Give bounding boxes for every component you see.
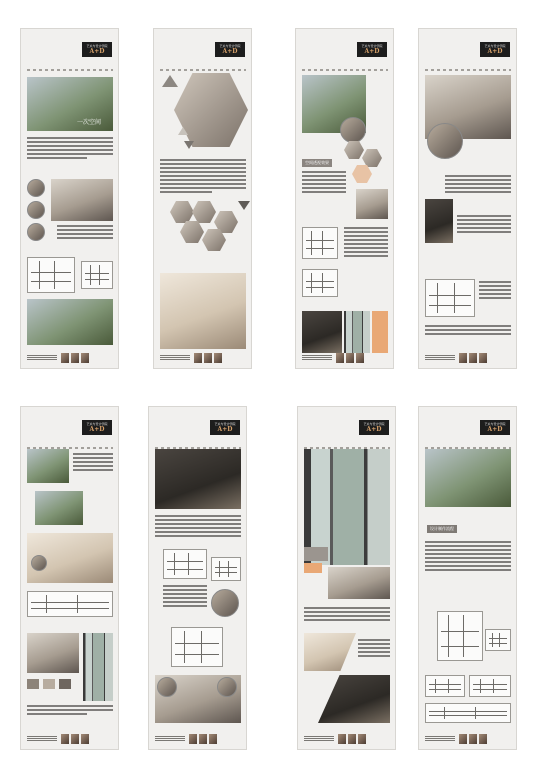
floor-plan-drawing <box>27 257 75 293</box>
lounge-photo <box>328 567 390 599</box>
window-photo <box>83 633 113 701</box>
panel-header <box>149 407 246 439</box>
section-label: 空间透视效果 <box>302 159 332 167</box>
axonometric-drawing-2 <box>302 269 338 297</box>
poster-panel-6 <box>148 406 247 750</box>
logo-mark: A+D <box>366 426 382 433</box>
thumb-3 <box>59 679 71 689</box>
logo-school-name: 艺术与设计学院 <box>219 44 241 48</box>
detail-circle <box>211 589 239 617</box>
grey-block <box>304 547 328 561</box>
axonometric-drawing-1 <box>302 227 338 259</box>
elevation-drawing <box>27 591 113 617</box>
thumb-1 <box>27 679 39 689</box>
summary-text <box>425 325 511 337</box>
window-photo <box>344 311 370 353</box>
axonometric-drawing-1 <box>163 549 207 579</box>
description-text <box>425 541 511 573</box>
decor-triangle <box>238 201 250 210</box>
school-logo <box>215 42 245 57</box>
side-text <box>344 227 388 259</box>
poster-panel-7 <box>297 406 396 750</box>
description-text <box>155 515 241 539</box>
accent-block <box>372 311 388 353</box>
panel-footer <box>160 353 246 363</box>
side-text <box>57 225 113 241</box>
panel-footer <box>304 734 390 744</box>
dotted-rule <box>27 69 113 71</box>
hexagon-photo-4 <box>180 221 204 243</box>
dotted-rule <box>425 69 511 71</box>
section-drawing <box>425 703 511 723</box>
panel-footer <box>425 353 511 363</box>
logo-mark: A+D <box>222 48 238 55</box>
panel-footer <box>27 353 113 363</box>
decor-triangle <box>178 127 188 135</box>
armchair-render-photo <box>160 273 246 349</box>
panel-header <box>296 29 393 61</box>
elevation-drawing-2 <box>469 675 511 697</box>
school-logo <box>82 42 112 57</box>
panel-footer <box>425 734 511 744</box>
school-logo <box>480 420 510 435</box>
poster-panel-1 <box>20 28 119 369</box>
dotted-rule <box>302 69 388 71</box>
poster-panel-4 <box>418 28 517 369</box>
panel-header <box>21 29 118 61</box>
logo-mark: A+D <box>217 426 233 433</box>
logo-mark: A+D <box>487 426 503 433</box>
section-label: 设计制作流程 <box>427 525 457 533</box>
side-text <box>358 639 390 659</box>
panel-header <box>154 29 251 61</box>
hexagon-photo-2 <box>362 149 382 167</box>
poster-panel-5 <box>20 406 119 750</box>
panel-footer <box>27 734 113 744</box>
logo-school-name: 艺术与设计学院 <box>484 44 506 48</box>
description-text <box>27 705 113 717</box>
description-text <box>27 137 113 161</box>
accent-block <box>304 563 322 573</box>
thumb-2 <box>43 679 55 689</box>
corridor-photo <box>318 675 390 723</box>
panel-header <box>298 407 395 439</box>
floor-plan-drawing <box>171 627 223 667</box>
poster-panel-3 <box>295 28 394 369</box>
detail-circle <box>340 117 366 143</box>
logo-school-name: 艺术与设计学院 <box>363 422 385 426</box>
living-room-photo <box>51 179 113 221</box>
school-logo <box>210 420 240 435</box>
axonometric-drawing <box>81 261 113 289</box>
logo-school-name: 艺术与设计学院 <box>361 44 383 48</box>
bedroom-render-photo <box>155 449 241 509</box>
detail-circle-2 <box>157 677 177 697</box>
description-text <box>160 159 246 195</box>
plan-detail-drawing <box>485 629 511 651</box>
poster-panel-8 <box>418 406 517 750</box>
title-overlay: 一次空间 <box>77 119 102 126</box>
detail-circle-3 <box>27 223 45 241</box>
detail-circle <box>31 555 47 571</box>
dotted-rule <box>160 69 246 71</box>
logo-mark: A+D <box>89 426 105 433</box>
body-text <box>457 215 511 235</box>
logo-mark: A+D <box>364 48 380 55</box>
hexagon-photo-1 <box>344 141 364 159</box>
panel-header <box>419 407 516 439</box>
side-text <box>73 453 113 473</box>
hexagon-interior-photo <box>174 73 248 147</box>
hexagon-accent <box>352 165 372 183</box>
school-logo <box>357 42 387 57</box>
description-text <box>302 171 346 195</box>
panel-header <box>419 29 516 61</box>
panel-footer <box>302 353 388 363</box>
description-text <box>304 607 390 623</box>
description-text <box>445 175 511 195</box>
detail-circle-3 <box>217 677 237 697</box>
floor-plan-drawing <box>437 611 483 661</box>
logo-school-name: 艺术与设计学院 <box>86 422 108 426</box>
logo-school-name: 艺术与设计学院 <box>484 422 506 426</box>
school-logo <box>82 420 112 435</box>
axonometric-drawing-2 <box>211 557 241 581</box>
garden-render-photo <box>27 299 113 345</box>
logo-school-name: 艺术与设计学院 <box>86 44 108 48</box>
panel-header <box>21 407 118 439</box>
panel-footer <box>155 734 241 744</box>
school-logo <box>359 420 389 435</box>
bedroom-photo <box>425 199 453 243</box>
floor-plan-drawing <box>425 279 475 317</box>
logo-school-name: 艺术与设计学院 <box>214 422 236 426</box>
decor-triangle <box>184 141 194 149</box>
detail-circle <box>427 123 463 159</box>
hexagon-photo-2 <box>192 201 216 223</box>
logo-mark: A+D <box>487 48 503 55</box>
dining-photo <box>304 633 356 671</box>
decor-triangle <box>162 75 178 87</box>
side-text <box>479 281 511 301</box>
exterior-render-photo <box>425 449 511 507</box>
shelving-photo <box>302 311 342 353</box>
interior-photo <box>356 189 388 219</box>
terrace-photo <box>35 491 83 525</box>
side-text <box>163 585 207 609</box>
poster-panel-2 <box>153 28 252 369</box>
detail-circle-1 <box>27 179 45 197</box>
elevation-drawing-1 <box>425 675 465 697</box>
logo-mark: A+D <box>89 48 105 55</box>
hexagon-photo-1 <box>170 201 194 223</box>
kitchen-photo <box>27 633 79 673</box>
school-logo <box>480 42 510 57</box>
detail-circle-2 <box>27 201 45 219</box>
courtyard-photo <box>27 449 69 483</box>
